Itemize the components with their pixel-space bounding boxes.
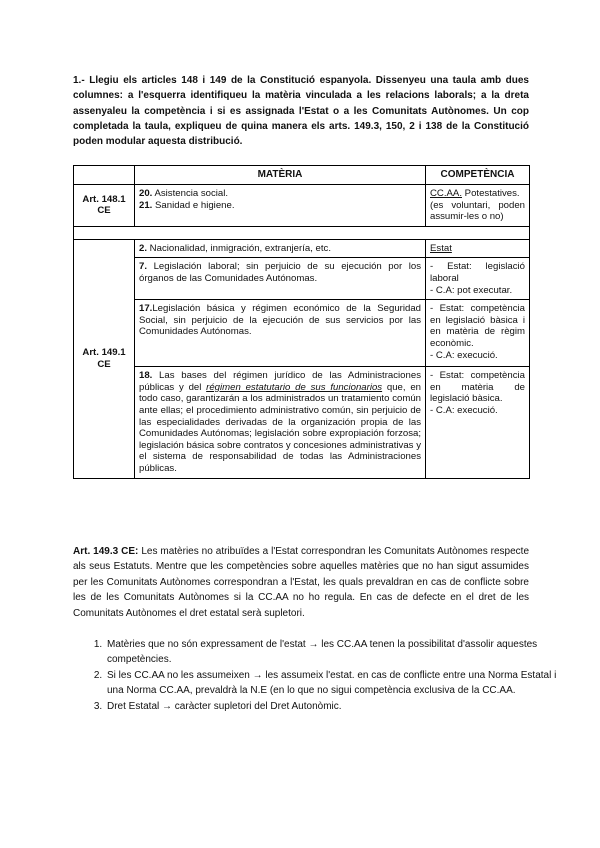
competencia-line: - Estat: legislació laboral — [430, 261, 525, 284]
item-emphasis: régimen estatutario de sus funcionarios — [206, 381, 383, 393]
competencia-cell — [426, 185, 530, 227]
item-text: Legislación laboral; sin perjuicio de su ejecución por los órganos de las Comunidades Autónomas. — [139, 261, 421, 284]
exercise-statement: 1.- Llegiu els articles 148 i 149 de la Constitució espanyola. Dissenyeu una taula amb dues columnes: a l'esquerra identifiqueu la matèria vinculada a les relacions laborals; a la dreta assenyaleu la competència i si es assignada l'Estat o a les Comunitats Autònomes. Un cop completada la taula, expliqueu de quina manera els arts. 149.3, 150, 2 i 138 de la Constitució poden modular aquesta distribució. — [73, 75, 529, 148]
list-item: 1. Matèries que no són expressament de l'estat → les CC.AA tenen la possibilitat d'assolir aquestes competències. — [105, 637, 561, 668]
item-text: Sanidad e higiene. — [152, 199, 235, 211]
ccaa-label: CC.AA. — [430, 188, 462, 199]
item-text: Asistencia social. — [152, 188, 229, 199]
materia-cell — [135, 185, 426, 227]
item-number: 21. — [139, 199, 153, 211]
materia-cell — [135, 258, 426, 300]
item-text: Nacionalidad, inmigración, extranjería, etc. — [147, 242, 331, 254]
item-number: 20. — [139, 188, 153, 199]
table-row — [74, 239, 530, 258]
competencia-cell — [426, 367, 530, 478]
table-row — [74, 300, 530, 367]
competencia-cell — [426, 239, 530, 258]
item-number: 17. — [139, 303, 153, 315]
item-number: 18. — [139, 370, 153, 382]
competencia-cell — [426, 258, 530, 300]
competencia-line: - C.A: execució. — [430, 404, 498, 416]
competencia-line: - C.A: execució. — [430, 349, 498, 361]
competencia-cell — [426, 300, 530, 367]
article-149-3-paragraph — [73, 544, 529, 621]
item-text: Legislación básica y régimen económico de la Seguridad Social, sin perjuicio de la ejecución de sus servicios por las Comunidades Autónomas. — [139, 303, 421, 338]
item-text: Las bases del régimen jurídico de las Administraciones públicas y del — [139, 370, 421, 393]
table-row — [74, 185, 530, 227]
list-item: 3. Dret Estatal → caràcter supletori del Dret Autonòmic. — [105, 699, 561, 714]
list-item: 2. Si les CC.AA no les assumeixen → les assumeix l'estat. en cas de conflicte entre una Norma Estatal i una Norma CC.AA, prevaldrà la N.E (en lo que no sigui competència exclusiva de la CC.AA. — [105, 668, 561, 699]
competencia-text: Estat — [430, 242, 452, 254]
item-number: 7. — [139, 261, 148, 273]
table-spacer-row — [74, 226, 530, 239]
summary-list — [73, 637, 561, 714]
article-149-cell: Art. 149.1 CE — [74, 239, 135, 478]
competencia-line: - Estat: competència en matèria de legislació bàsica. — [430, 370, 525, 405]
header-materia: MATÈRIA — [135, 166, 426, 185]
item-text: que, en todo caso, garantizarán a los administrados un tratamiento común ante ellas; el procedimiento administrativo común, sin perjuicio de las especialidades derivadas de la organización propia de las Comunidades Autónomas; legislación sobre expropiación forzosa; legislación básica sobre contratos y concesiones administrativas y el sistema de responsabilidad de todas las Administraciones públicas. — [139, 381, 422, 474]
competence-table — [73, 165, 530, 479]
table-header-row — [74, 166, 530, 185]
materia-cell — [135, 300, 426, 367]
competencia-note: (es voluntari, poden assumir-les o no) — [430, 199, 525, 223]
competencia-text: Potestatives. — [462, 188, 520, 199]
item-number: 2. — [139, 242, 148, 254]
materia-cell — [135, 367, 426, 478]
table-row — [74, 367, 530, 478]
materia-cell — [135, 239, 426, 258]
competencia-line: - C.A: pot executar. — [430, 284, 513, 296]
header-empty-cell — [74, 166, 135, 185]
header-competencia: COMPETÈNCIA — [426, 166, 530, 185]
table-row — [74, 258, 530, 300]
paragraph-lead: Art. 149.3 CE: — [73, 546, 139, 557]
paragraph-text: Les matèries no atribuïdes a l'Estat correspondran les Comunitats Autònomes respecte als seus Estatuts. Mentre que les competències sobre aquelles matèries que no han sigut assumides per les Comunitats Autònomes correspondran a l'Estat, les quals prevaldran en cas de conflicte sobre les de les Comunitats Autònomes si la CC.AA no ho regula. En cas de defecte en el dret de les Comunitats Autònomes el dret estatal serà supletori. — [73, 546, 530, 619]
article-148-cell: Art. 148.1 CE — [74, 185, 135, 227]
competencia-line: - Estat: competència en legislació bàsica i en matèria de règim econòmic. — [430, 303, 525, 349]
